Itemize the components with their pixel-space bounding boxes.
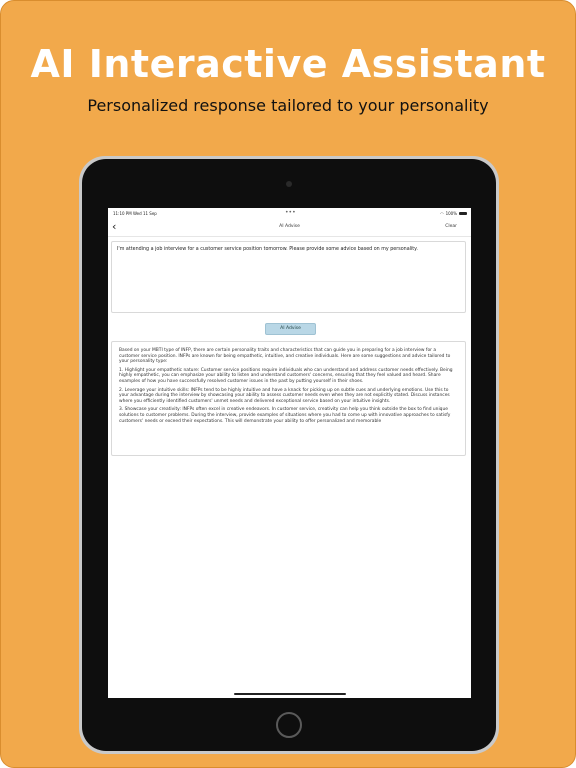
camera-icon	[286, 181, 292, 187]
tablet-screen	[108, 208, 471, 698]
promo-headline: AI Interactive Assistant	[30, 42, 546, 86]
multitask-dots-icon[interactable]: •••	[285, 209, 296, 216]
home-button[interactable]	[276, 712, 302, 738]
response-paragraph: 3. Showcase your creativity: INFPs often excel in creative endeavors. In customer service, creativity can help you think outside the box to find unique solutions to customer problems. During the interview, provide examples of situations where you had to come up with innovative approaches to satisfy customers' needs or exceed their expectations. This will demonstrate your ability to offer personalized and memorable	[119, 407, 451, 424]
home-indicator[interactable]	[234, 693, 346, 695]
status-date-text: Wed 11 Sep	[132, 211, 157, 216]
response-paragraph: 1. Highlight your empathetic nature: Customer service positions require individuals who can understand and address customer needs effectively. Being highly empathetic, you can emphasize your ability to listen and understand customers' concerns, ensuring that they feel valued and heard. Share examples of how you have successfully resolved customer issues in the past by putting yourself in their shoes.	[119, 367, 453, 384]
ai-advise-button[interactable]: AI Advise	[265, 323, 316, 335]
page-title: AI Advise	[279, 224, 300, 229]
status-time	[113, 211, 157, 216]
back-chevron-icon[interactable]: ‹	[112, 220, 117, 233]
response-paragraph: 2. Leverage your intuitive skills: INFPs tend to be highly intuitive and have a knack for picking up on subtle cues and underlying emotions. Use this to your advantage during the interview by showcasing your ability to assess customer needs even when they are not explicitly stated. Discuss instances where you efficiently identified customers' unmet needs and delivered exceptional service based on your intuitive insights.	[119, 387, 450, 404]
status-right	[440, 211, 467, 216]
status-bar	[108, 208, 471, 218]
response-paragraph: Based on your MBTI type of INFP, there are certain personality traits and characteristics that can guide you in preparing for a job interview for a customer service position. INFPs are known for being empathetic, intuitive, and creative individuals. Here are some suggestions and advice tailored to your personality type:	[119, 348, 451, 365]
wifi-icon: ◠	[440, 211, 444, 216]
prompt-input[interactable]: I'm attending a job interview for a customer service position tomorrow. Please provide some advice based on my personality.	[111, 241, 466, 313]
promo-subtitle: Personalized response tailored to your personality	[87, 96, 489, 115]
navigation-bar	[108, 220, 471, 237]
clear-button[interactable]: Clear	[445, 224, 457, 229]
battery-icon	[459, 212, 467, 215]
status-time-text: 11:10 PM	[113, 211, 132, 216]
response-output	[111, 341, 466, 456]
battery-percent: 100%	[445, 211, 457, 216]
